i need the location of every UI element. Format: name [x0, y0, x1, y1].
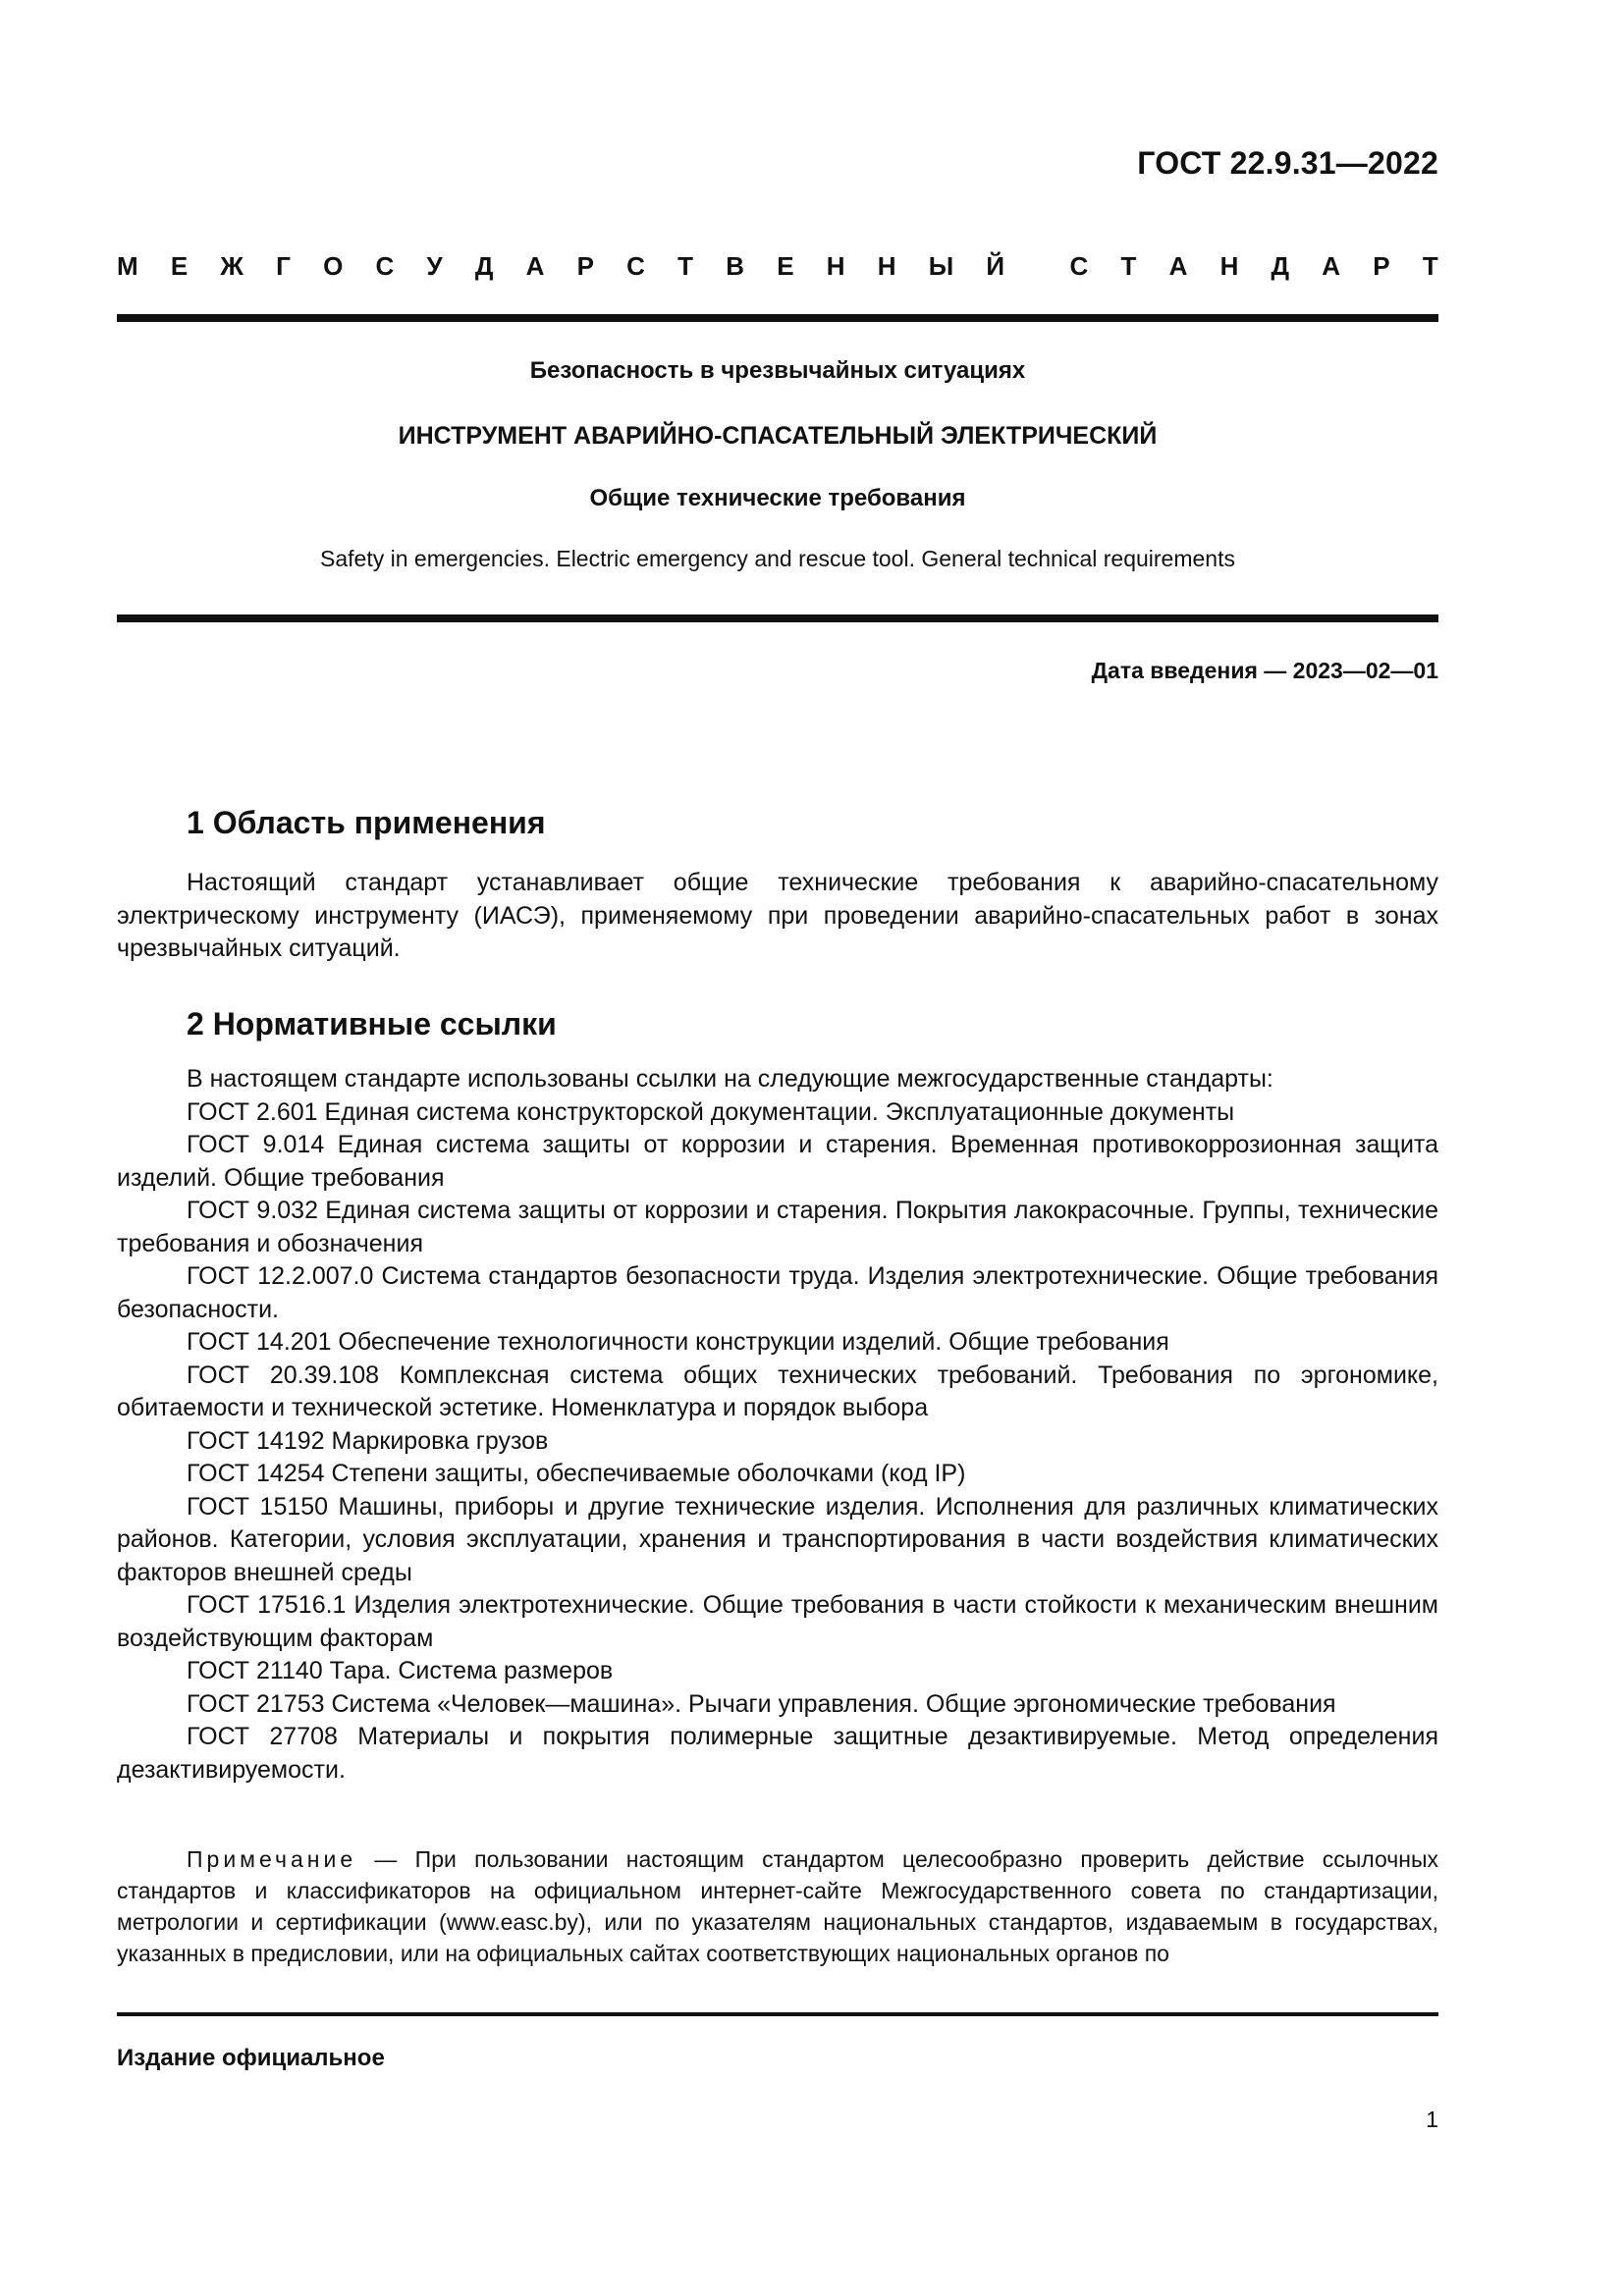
- banner-letter: Н: [877, 251, 896, 281]
- reference-item: ГОСТ 27708 Материалы и покрытия полимерные защитные дезактивируемые. Метод определения дезактивируемости.: [117, 1723, 1438, 1784]
- banner-letter: Д: [474, 251, 494, 281]
- banner-letter: А: [1168, 251, 1188, 281]
- reference-item: ГОСТ 15150 Машины, приборы и другие технические изделия. Исполнения для различных климатических районов. Категории, условия эксплуатации, хранения и транспортирования в части воздействия климатических факторов внешней среды: [117, 1492, 1438, 1586]
- official-edition-label: Издание официальное: [117, 2045, 385, 2071]
- note-label: Примечание: [187, 1846, 357, 1872]
- section-1-heading: 1 Область применения: [187, 805, 546, 840]
- reference-item: ГОСТ 21140 Тара. Система размеров: [187, 1657, 614, 1684]
- references-note: [117, 1843, 1438, 1969]
- banner-letter: Р: [576, 251, 594, 281]
- banner-letter: О: [323, 251, 344, 281]
- banner-letter: Е: [777, 251, 794, 281]
- reference-item: ГОСТ 17516.1 Изделия электротехнические. Общие требования в части стойкости к механическим внешним воздействующим факторам: [117, 1591, 1438, 1652]
- banner-letter: Г: [276, 251, 291, 281]
- banner-letter: С: [626, 251, 645, 281]
- normative-references: [117, 1063, 1438, 1787]
- footer-divider: [117, 2012, 1438, 2016]
- banner-letter: У: [426, 251, 443, 281]
- interstate-standard-banner: [117, 251, 1438, 282]
- banner-letter: Т: [677, 251, 694, 281]
- reference-item: ГОСТ 20.39.108 Комплексная система общих технических требований. Требования по эргономике, обитаемости и технической эстетике. Номенклатура и порядок выбора: [117, 1361, 1438, 1421]
- banner-letter: Т: [1120, 251, 1137, 281]
- section-1-text: Настоящий стандарт устанавливает общие технические требования к аварийно-спасательному электрическому инструменту (ИАСЭ), применяемому при проведении аварийно-спасательных работ в зонах чрезвычайных ситуаций.: [117, 869, 1438, 962]
- references-intro: В настоящем стандарте использованы ссылки на следующие межгосударственные стандарты:: [187, 1065, 1273, 1093]
- banner-letter: Ж: [220, 251, 244, 281]
- standard-title: ИНСТРУМЕНТ АВАРИЙНО-СПАСАТЕЛЬНЫЙ ЭЛЕКТРИЧЕСКИЙ: [398, 422, 1158, 450]
- reference-item: ГОСТ 21753 Система «Человек—машина». Рычаги управления. Общие эргономические требования: [187, 1689, 1336, 1718]
- introduction-date: Дата введения — 2023—02—01: [1091, 658, 1438, 683]
- banner-letter: М: [117, 251, 138, 281]
- banner-letter: Д: [1271, 251, 1290, 281]
- top-divider: [117, 314, 1438, 322]
- banner-letter: С: [375, 251, 395, 281]
- banner-letter: А: [1322, 251, 1341, 281]
- standard-subtitle: Общие технические требования: [589, 485, 966, 511]
- banner-letter: Р: [1373, 251, 1390, 281]
- reference-item: ГОСТ 12.2.007.0 Система стандартов безопасности труда. Изделия электротехнические. Общие требования безопасности.: [117, 1262, 1438, 1323]
- standard-category: Безопасность в чрезвычайных ситуациях: [529, 357, 1026, 384]
- reference-item: ГОСТ 14192 Маркировка грузов: [187, 1426, 549, 1455]
- banner-letter: Т: [1422, 251, 1438, 281]
- banner-letter: Ы: [928, 251, 954, 281]
- banner-letter: Е: [170, 251, 189, 281]
- english-title: Safety in emergencies. Electric emergency and rescue tool. General technical requirements: [320, 546, 1235, 571]
- banner-letter: А: [525, 251, 545, 281]
- banner-letter: С: [1069, 251, 1089, 281]
- banner-letter: Н: [1219, 251, 1239, 281]
- title-divider: [117, 614, 1438, 622]
- reference-item: ГОСТ 9.014 Единая система защиты от коррозии и старения. Временная противокоррозионная защита изделий. Общие требования: [117, 1131, 1438, 1192]
- note-text: — При пользовании настоящим стандартом целесообразно проверить действие ссылочных стандартов и классификаторов на официальном интернет-сайте Межгосударственного совета по стандартизации, метрологии и сертификации (www.easc.by), или по указателям национальных стандартов, издаваемым в государствах, указанных в предисловии, или на официальных сайтах соответствующих национальных органов по: [117, 1846, 1438, 1966]
- banner-letter: Й: [986, 251, 1005, 281]
- section-2-heading: 2 Нормативные ссылки: [187, 1006, 557, 1041]
- document-code: ГОСТ 22.9.31—2022: [1137, 145, 1438, 181]
- reference-item: ГОСТ 14254 Степени защиты, обеспечиваемые оболочками (код IP): [187, 1460, 966, 1487]
- reference-item: ГОСТ 14.201 Обеспечение технологичности конструкции изделий. Общие требования: [187, 1328, 1169, 1356]
- page-number: 1: [1426, 2107, 1438, 2132]
- banner-letter: Н: [826, 251, 845, 281]
- reference-item: ГОСТ 2.601 Единая система конструкторской документации. Эксплуатационные документы: [187, 1097, 1235, 1126]
- reference-item: ГОСТ 9.032 Единая система защиты от коррозии и старения. Покрытия лакокрасочные. Группы, технические требования и обозначения: [117, 1197, 1438, 1257]
- banner-letter: В: [726, 251, 745, 281]
